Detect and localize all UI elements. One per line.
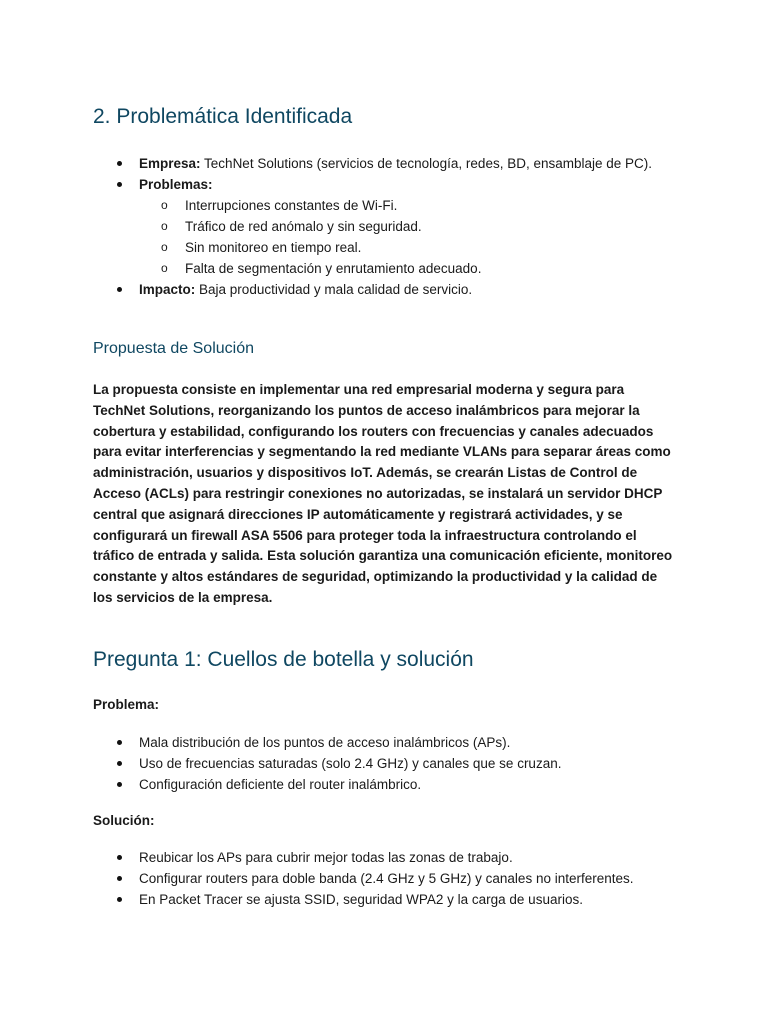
list-item: Uso de frecuencias saturadas (solo 2.4 GHz) y canales que se cruzan. bbox=[93, 753, 678, 774]
sub-list-item: o Falta de segmentación y enrutamiento adecuado. bbox=[139, 258, 678, 279]
list-item: En Packet Tracer se ajusta SSID, seguridad WPA2 y la carga de usuarios. bbox=[93, 889, 678, 910]
empresa-label: Empresa: bbox=[139, 156, 201, 171]
problem-summary-list bbox=[93, 153, 678, 300]
empresa-text: TechNet Solutions (servicios de tecnología, redes, BD, ensamblaje de PC). bbox=[204, 156, 653, 171]
list-item: Reubicar los APs para cubrir mejor todas las zonas de trabajo. bbox=[93, 847, 678, 868]
list-item: Mala distribución de los puntos de acceso inalámbricos (APs). bbox=[93, 732, 678, 753]
sub-list-item: o Sin monitoreo en tiempo real. bbox=[139, 237, 678, 258]
list-item-problemas bbox=[93, 174, 678, 279]
impacto-text: Baja productividad y mala calidad de servicio. bbox=[199, 282, 473, 297]
list-item-empresa bbox=[93, 153, 678, 174]
list-item-impacto bbox=[93, 279, 678, 300]
impacto-label: Impacto: bbox=[139, 282, 196, 297]
section-title-propuesta: Propuesta de Solución bbox=[93, 340, 254, 357]
list-item: Configurar routers para doble banda (2.4 GHz y 5 GHz) y canales no interferentes. bbox=[93, 868, 678, 889]
propuesta-paragraph: La propuesta consiste en implementar una red empresarial moderna y segura para TechNet Solutions, reorganizando los puntos de acceso inalámbricos para mejorar la cobertura y estabilidad, configurando los routers con frecuencias y canales adecuados para evitar interferencias y segmentando la red mediante VLANs para separar áreas como administración, usuarios y dispositivos IoT. Además, se crearán Listas de Control de Acceso (ACLs) para restringir conexiones no autorizadas, se instalará un servidor DHCP central que asignará direcciones IP automáticamente y registrará actividades, y se configurará un firewall ASA 5506 para proteger toda la infraestructura controlando el tráfico de entrada y salida. Esta solución garantiza una comunicación eficiente, monitoreo constante y altos estándares de seguridad, optimizando la productividad y la calidad de los servicios de la empresa. bbox=[93, 382, 673, 605]
section-title-pregunta-1: Pregunta 1: Cuellos de botella y solución bbox=[93, 648, 474, 671]
sub-list-item: o Tráfico de red anómalo y sin seguridad. bbox=[139, 216, 678, 237]
solucion-label: Solución: bbox=[93, 813, 155, 828]
problema-label: Problema: bbox=[93, 697, 160, 712]
sub-list-item: o Interrupciones constantes de Wi-Fi. bbox=[139, 195, 678, 216]
problema-list bbox=[93, 732, 678, 795]
problemas-label: Problemas: bbox=[139, 177, 213, 192]
list-item: Configuración deficiente del router inalámbrico. bbox=[93, 774, 678, 795]
section-title-problematica: 2. Problemática Identificada bbox=[93, 105, 353, 128]
problems-sublist bbox=[139, 195, 678, 279]
solucion-list bbox=[93, 847, 678, 910]
